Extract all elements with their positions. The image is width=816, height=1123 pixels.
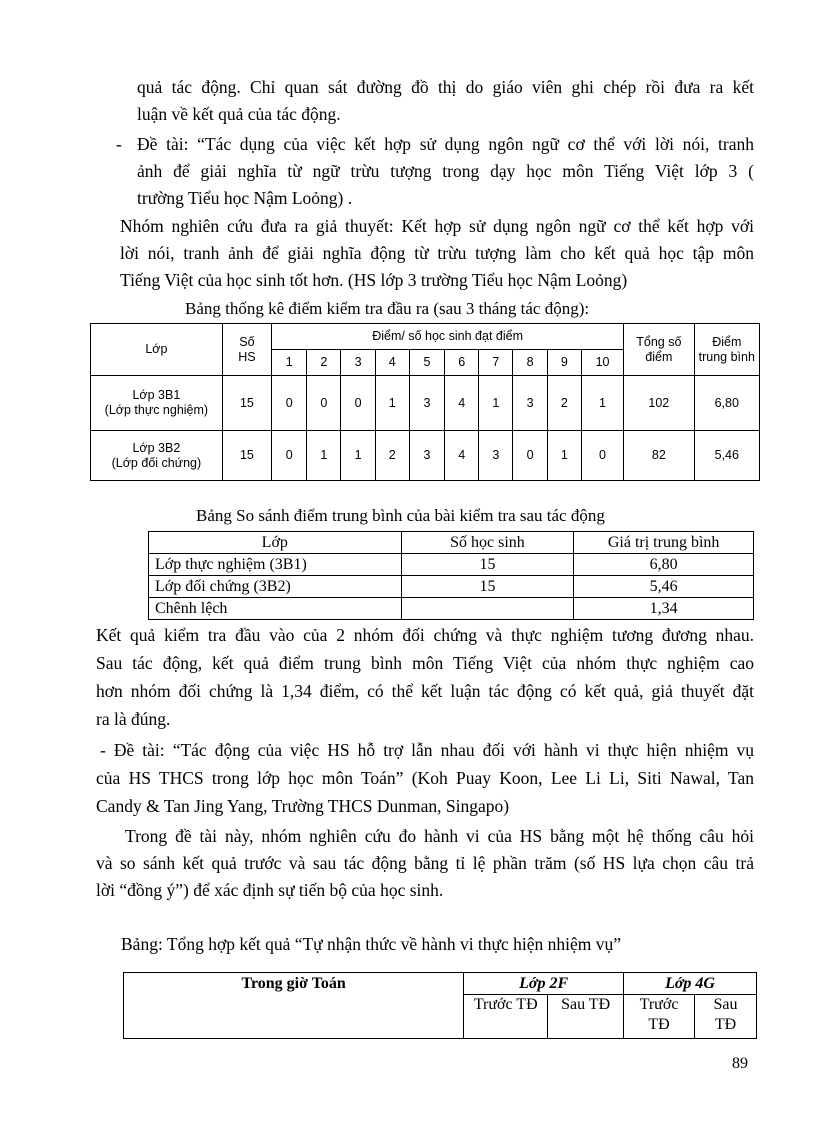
- count-cell: 3: [513, 376, 547, 431]
- count-cell: 1: [375, 376, 409, 431]
- table-2-caption: Bảng So sánh điểm trung bình của bài kiểm tra sau tác động: [196, 506, 605, 525]
- header-score-6: 6: [445, 350, 479, 376]
- count-cell: 4: [445, 376, 479, 431]
- count-cell: 0: [513, 431, 547, 481]
- header-after-4g: Sau TĐ: [695, 995, 757, 1039]
- table-3-caption-text: Tổng hợp kết quả “Tự nhận thức về hành vi thực hiện nhiệm vụ”: [166, 934, 622, 954]
- row-student-count: 15: [401, 554, 574, 576]
- score-statistics-table: [90, 323, 760, 481]
- count-cell: 1: [341, 431, 375, 481]
- count-cell: 2: [547, 376, 581, 431]
- header-lop: Lớp: [91, 324, 223, 376]
- average-score-cell: 6,80: [694, 376, 759, 431]
- table-row: [91, 376, 760, 431]
- count-cell: 3: [409, 376, 444, 431]
- row-average: 6,80: [574, 554, 754, 576]
- count-cell: 3: [479, 431, 513, 481]
- header-score-9: 9: [547, 350, 581, 376]
- paragraph-1-line-1: quả tác động. Chỉ quan sát đường đồ thị do giáo viên ghi chép rồi đưa ra kết: [137, 77, 754, 97]
- header-score-8: 8: [513, 350, 547, 376]
- row-student-count: [401, 598, 574, 620]
- header-class-2f: Lớp 2F: [464, 973, 624, 995]
- header-score-1: 1: [272, 350, 307, 376]
- paragraph-3-line-2: lời nói, tranh ảnh để giải nghĩa động từ trừu tượng làm cho kết quả học tập môn: [120, 243, 754, 263]
- count-cell: 0: [272, 376, 307, 431]
- row-student-count: 15: [401, 576, 574, 598]
- count-cell: 0: [581, 431, 623, 481]
- row-student-count: 15: [222, 376, 271, 431]
- average-comparison-table: [148, 531, 754, 620]
- header-score-5: 5: [409, 350, 444, 376]
- table-3-caption: [121, 933, 621, 955]
- row-student-count: 15: [222, 431, 271, 481]
- count-cell: 0: [341, 376, 375, 431]
- count-cell: 2: [375, 431, 409, 481]
- paragraph-4-line-2: Sau tác động, kết quả điểm trung bình môn Tiếng Việt của nhóm thực nghiệm cao: [96, 653, 754, 673]
- self-awareness-summary-table: [123, 972, 757, 1039]
- header-score-3: 3: [341, 350, 375, 376]
- header-average-score: Điểm trung bình: [694, 324, 759, 376]
- header-math-class: Trong giờ Toán: [124, 973, 464, 1039]
- table-row: [149, 554, 754, 576]
- header-total-score: Tổng số điểm: [624, 324, 694, 376]
- paragraph-5-line-2: của HS THCS trong lớp học môn Toán” (Koh Puay Koon, Lee Li Li, Siti Nawal, Tan: [96, 768, 754, 788]
- header-before-4g: Trước TĐ: [624, 995, 695, 1039]
- header-student-count: Số học sinh: [401, 532, 574, 554]
- bullet-dash: -: [116, 134, 122, 154]
- table-row: [149, 576, 754, 598]
- average-score-cell: 5,46: [694, 431, 759, 481]
- row-label: Lớp thực nghiệm (3B1): [149, 554, 402, 576]
- paragraph-4-line-1: Kết quả kiểm tra đầu vào của 2 nhóm đối chứng và thực nghiệm tương đương nhau.: [96, 625, 754, 645]
- page-number: 89: [732, 1055, 748, 1072]
- paragraph-4-line-4: ra là đúng.: [96, 709, 171, 729]
- header-class: Lớp: [149, 532, 402, 554]
- header-score-7: 7: [479, 350, 513, 376]
- table-row: [91, 431, 760, 481]
- paragraph-3-line-1: Nhóm nghiên cứu đưa ra giả thuyết: Kết hợp sử dụng ngôn ngữ cơ thể kết hợp với: [120, 216, 754, 236]
- header-so-hs: Số HS: [222, 324, 271, 376]
- paragraph-4-line-3: hơn nhóm đối chứng là 1,34 điểm, có thể kết luận tác động có kết quả, giả thuyết đặt: [96, 681, 754, 701]
- paragraph-2-line-2: ảnh để giải nghĩa từ ngữ trừu tượng trong dạy học môn Tiếng Việt lớp 3 (: [137, 161, 754, 181]
- header-score-2: 2: [307, 350, 341, 376]
- paragraph-6-line-1: Trong đề tài này, nhóm nghiên cứu đo hành vi của HS bằng một hệ thống câu hỏi: [125, 826, 754, 846]
- paragraph-3-line-3: Tiếng Việt của học sinh tốt hơn. (HS lớp 3 trường Tiểu học Nậm Loỏng): [120, 270, 628, 290]
- row-class-cell: Lớp 3B1 (Lớp thực nghiệm): [91, 376, 223, 431]
- paragraph-6-line-2: và so sánh kết quả trước và sau tác động bằng tỉ lệ phần trăm (số HS lựa chọn câu trả: [96, 853, 754, 873]
- row-label: Chênh lệch: [149, 598, 402, 620]
- row-average: 1,34: [574, 598, 754, 620]
- table-3-caption-prefix: Bảng:: [121, 934, 163, 954]
- count-cell: 0: [307, 376, 341, 431]
- count-cell: 1: [547, 431, 581, 481]
- count-cell: 4: [445, 431, 479, 481]
- paragraph-5-line-3: Candy & Tan Jing Yang, Trường THCS Dunman, Singapo): [96, 796, 510, 816]
- header-score-group: Điểm/ số học sinh đạt điểm: [272, 324, 624, 350]
- count-cell: 1: [479, 376, 513, 431]
- paragraph-2-line-1: Đề tài: “Tác dụng của việc kết hợp sử dụng ngôn ngữ cơ thể với lời nói, tranh: [137, 134, 754, 154]
- header-class-4g: Lớp 4G: [624, 973, 757, 995]
- header-score-4: 4: [375, 350, 409, 376]
- count-cell: 3: [409, 431, 444, 481]
- total-score-cell: 82: [624, 431, 694, 481]
- total-score-cell: 102: [624, 376, 694, 431]
- header-before-2f: Trước TĐ: [464, 995, 548, 1039]
- table-1-caption: Bảng thống kê điểm kiểm tra đầu ra (sau 3 tháng tác động):: [185, 299, 590, 318]
- paragraph-2-line-3: trường Tiểu học Nậm Loỏng) .: [137, 188, 353, 208]
- paragraph-5-line-1: - Đề tài: “Tác động của việc HS hỗ trợ lẫn nhau đối với hành vi thực hiện nhiệm vụ: [100, 740, 754, 760]
- table-row: [149, 598, 754, 620]
- row-label: Lớp đối chứng (3B2): [149, 576, 402, 598]
- header-average-value: Giá trị trung bình: [574, 532, 754, 554]
- paragraph-6-line-3: lời “đồng ý”) để xác định sự tiến bộ của học sinh.: [96, 880, 444, 900]
- count-cell: 0: [272, 431, 307, 481]
- row-average: 5,46: [574, 576, 754, 598]
- row-class-cell: Lớp 3B2 (Lớp đối chứng): [91, 431, 223, 481]
- header-after-2f: Sau TĐ: [548, 995, 624, 1039]
- header-score-10: 10: [581, 350, 623, 376]
- count-cell: 1: [307, 431, 341, 481]
- count-cell: 1: [581, 376, 623, 431]
- paragraph-1-line-2: luận về kết quả của tác động.: [137, 104, 341, 124]
